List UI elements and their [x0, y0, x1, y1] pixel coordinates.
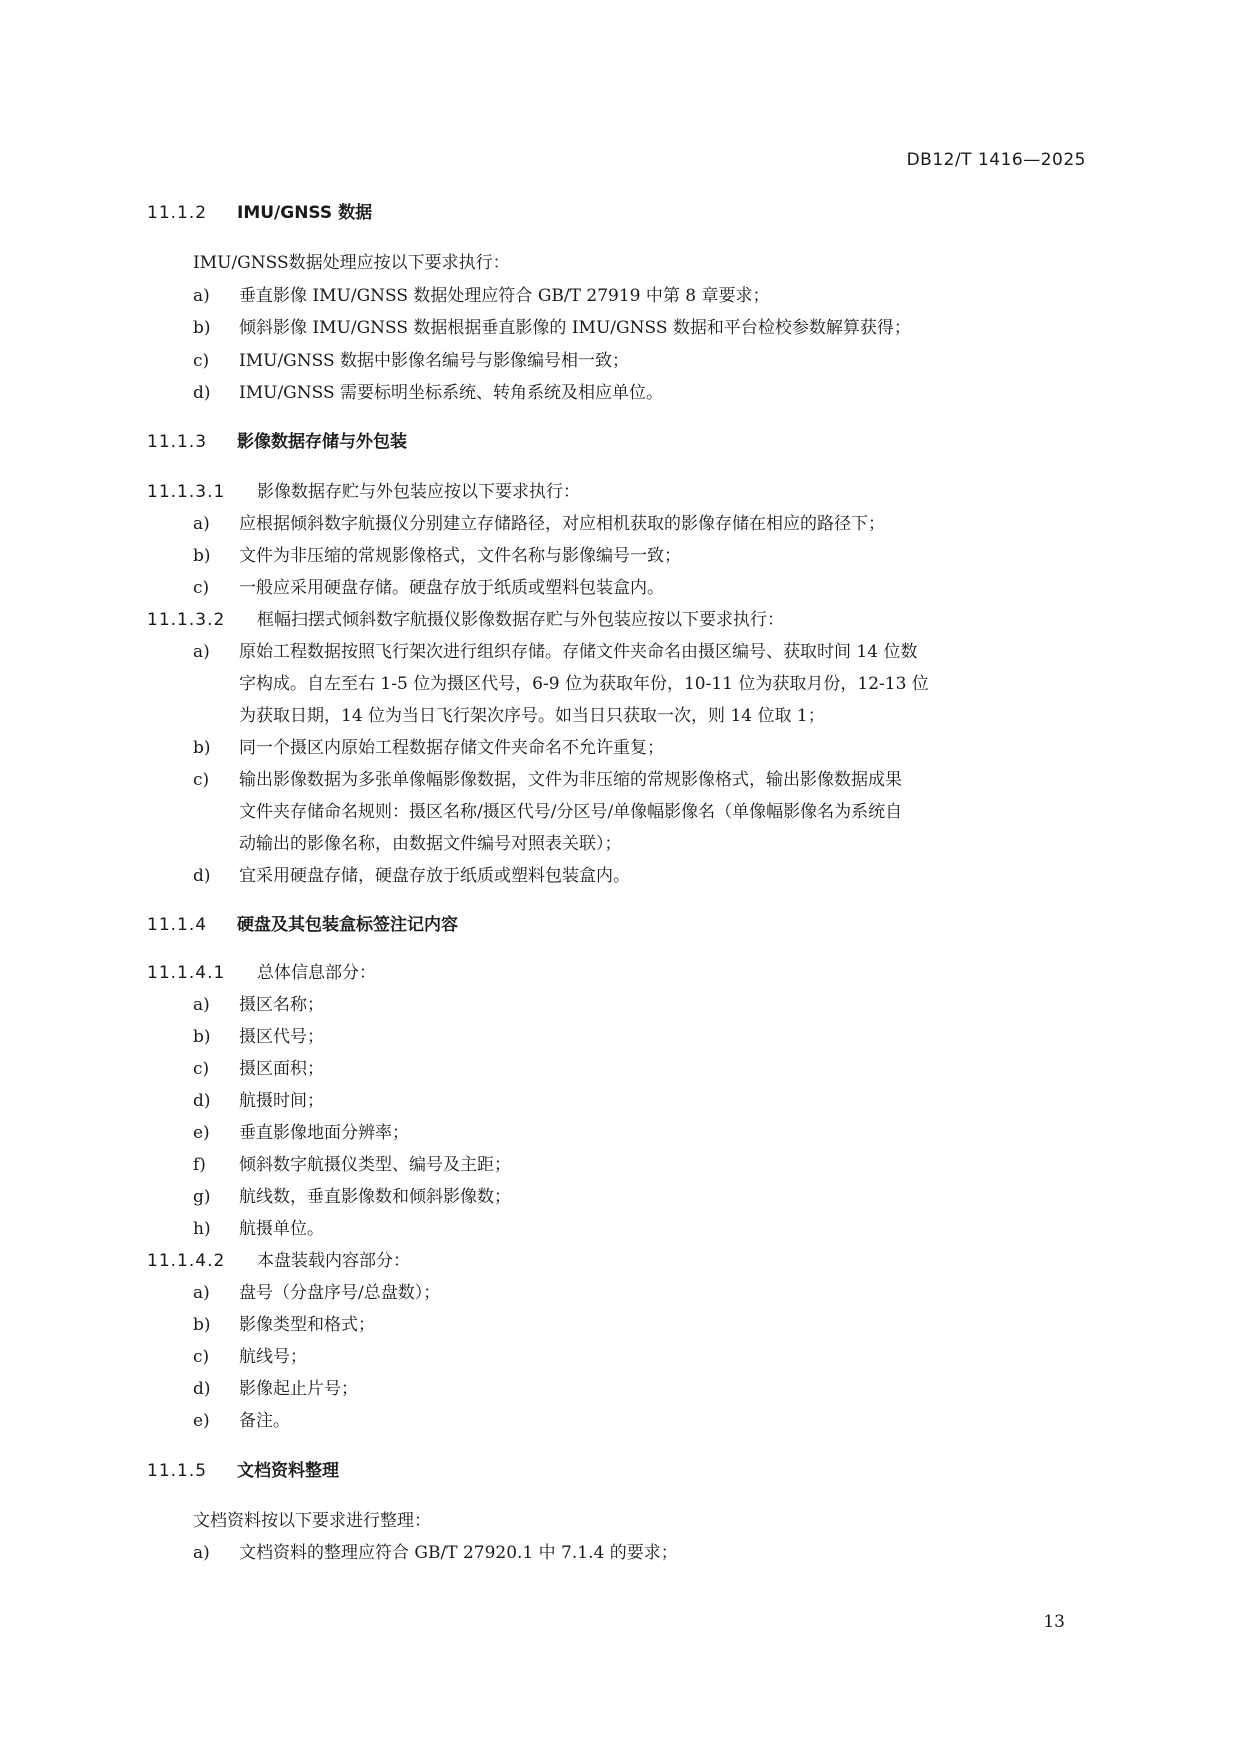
list-marker: d) — [193, 383, 211, 403]
list-text: 航线数，垂直影像数和倾斜影像数； — [239, 1187, 511, 1207]
list-marker: b) — [193, 738, 211, 758]
list-item — [193, 1118, 409, 1143]
subsection-number: 11.1.4.2 — [147, 1251, 226, 1271]
list-text: 倾斜数字航摄仪类型、编号及主距； — [239, 1155, 511, 1175]
list-text: IMU/GNSS 需要标明坐标系统、转角系统及相应单位。 — [239, 383, 664, 403]
section-number: 11.1.3 — [147, 432, 208, 452]
list-marker: f) — [193, 1155, 206, 1175]
list-marker: a) — [193, 995, 210, 1015]
list-text: 航线号； — [239, 1347, 307, 1367]
document-code: DB12/T 1416—2025 — [906, 150, 1086, 170]
list-marker: a) — [193, 1543, 210, 1563]
list-text: 输出影像数据为多张单像幅影像数据，文件为非压缩的常规影像格式，输出影像数据成果 — [239, 770, 902, 790]
list-item — [193, 541, 681, 566]
list-text: 宜采用硬盘存储，硬盘存放于纸质或塑料包装盒内。 — [239, 866, 630, 886]
list-marker: c) — [193, 770, 210, 790]
section-title: IMU/GNSS 数据 — [237, 203, 373, 223]
list-marker: b) — [193, 318, 211, 338]
list-item — [193, 1214, 324, 1239]
list-marker: b) — [193, 1315, 211, 1335]
list-marker: d) — [193, 866, 211, 886]
subsection-heading — [147, 477, 580, 502]
list-marker: a) — [193, 286, 210, 306]
list-text: 同一个摄区内原始工程数据存储文件夹命名不允许重复； — [239, 738, 664, 758]
list-text: 摄区面积； — [239, 1059, 324, 1079]
list-marker: c) — [193, 578, 210, 598]
list-text: 文件为非压缩的常规影像格式，文件名称与影像编号一致； — [239, 546, 681, 566]
list-text: 影像类型和格式； — [239, 1315, 375, 1335]
section-number: 11.1.2 — [147, 203, 208, 223]
section-heading — [147, 198, 372, 223]
list-text: 文档资料的整理应符合 GB/T 27920.1 中 7.1.4 的要求； — [239, 1543, 678, 1563]
list-item — [193, 1310, 375, 1335]
list-item — [193, 573, 664, 598]
section-title: 文档资料整理 — [237, 1461, 339, 1481]
list-text-continuation: 为获取日期，14 位为当日飞行架次序号。如当日只获取一次，则 14 位取 1； — [239, 706, 825, 726]
list-item — [193, 1278, 440, 1303]
list-marker: e) — [193, 1123, 210, 1143]
list-marker: h) — [193, 1219, 211, 1239]
list-text: 影像起止片号； — [239, 1379, 358, 1399]
section-heading — [147, 910, 458, 935]
list-marker: c) — [193, 1059, 210, 1079]
list-item — [193, 1086, 324, 1111]
paragraph: 文档资料按以下要求进行整理： — [193, 1511, 431, 1531]
subsection-heading — [147, 605, 784, 630]
list-item — [193, 990, 324, 1015]
list-marker: g) — [193, 1187, 211, 1207]
list-text: 航摄时间； — [239, 1091, 324, 1111]
list-item — [193, 1150, 511, 1175]
list-item — [193, 1022, 324, 1047]
list-item — [193, 861, 630, 886]
section-title: 硬盘及其包装盒标签注记内容 — [237, 915, 458, 935]
list-marker: c) — [193, 351, 210, 371]
list-text: IMU/GNSS 数据中影像名编号与影像编号相一致； — [239, 351, 630, 371]
list-text: 盘号（分盘序号/总盘数）； — [239, 1283, 441, 1303]
page-number: 13 — [1043, 1612, 1065, 1632]
list-text-continuation: 文件夹存储命名规则：摄区名称/摄区代号/分区号/单像幅影像名（单像幅影像名为系统自 — [239, 802, 903, 822]
list-item — [193, 313, 911, 338]
list-text-continuation: 动输出的影像名称，由数据文件编号对照表关联）； — [239, 834, 622, 854]
list-item — [193, 1342, 307, 1367]
list-item — [193, 1054, 324, 1079]
subsection-title: 框幅扫摆式倾斜数字航摄仪影像数据存贮与外包装应按以下要求执行： — [257, 610, 784, 630]
list-marker: a) — [193, 514, 210, 534]
list-text: 摄区代号； — [239, 1027, 324, 1047]
list-text: 原始工程数据按照飞行架次进行组织存储。存储文件夹命名由摄区编号、获取时间 14 位数 — [239, 642, 918, 662]
list-marker: d) — [193, 1379, 211, 1399]
list-text: 应根据倾斜数字航摄仪分别建立存储路径，对应相机获取的影像存储在相应的路径下； — [239, 514, 885, 534]
list-item — [193, 1374, 358, 1399]
list-text: 备注。 — [239, 1411, 290, 1431]
list-item — [193, 637, 917, 662]
list-marker: a) — [193, 1283, 210, 1303]
list-text: 垂直影像 IMU/GNSS 数据处理应符合 GB/T 27919 中第 8 章要求； — [239, 286, 770, 306]
list-marker: b) — [193, 546, 211, 566]
list-item — [193, 1182, 511, 1207]
subsection-title: 影像数据存贮与外包装应按以下要求执行： — [257, 482, 580, 502]
list-item — [193, 1406, 290, 1431]
subsection-title: 总体信息部分： — [257, 963, 376, 983]
list-item — [193, 346, 629, 371]
list-marker: b) — [193, 1027, 211, 1047]
list-text: 垂直影像地面分辨率； — [239, 1123, 409, 1143]
list-text: 倾斜影像 IMU/GNSS 数据根据垂直影像的 IMU/GNSS 数据和平台检校参数解算获得； — [239, 318, 911, 338]
list-item — [193, 1538, 678, 1563]
subsection-heading — [147, 958, 376, 983]
section-number: 11.1.5 — [147, 1461, 208, 1481]
section-number: 11.1.4 — [147, 915, 208, 935]
list-marker: e) — [193, 1411, 210, 1431]
section-heading — [147, 1456, 339, 1481]
paragraph: IMU/GNSS数据处理应按以下要求执行： — [193, 253, 510, 273]
subsection-number: 11.1.3.1 — [147, 482, 226, 502]
list-text: 航摄单位。 — [239, 1219, 324, 1239]
list-marker: c) — [193, 1347, 210, 1367]
list-marker: d) — [193, 1091, 211, 1111]
section-title: 影像数据存储与外包装 — [237, 432, 407, 452]
subsection-number: 11.1.3.2 — [147, 610, 226, 630]
list-item — [193, 733, 664, 758]
list-marker: a) — [193, 642, 210, 662]
subsection-title: 本盘装载内容部分： — [257, 1251, 410, 1271]
list-item — [193, 378, 663, 403]
subsection-heading — [147, 1246, 410, 1271]
section-heading — [147, 427, 407, 452]
list-item — [193, 509, 885, 534]
list-item — [193, 281, 770, 306]
list-text-continuation: 字构成。自左至右 1-5 位为摄区代号，6-9 位为获取年份，10-11 位为获取月份，12-13 位 — [239, 674, 929, 694]
list-item — [193, 765, 902, 790]
subsection-number: 11.1.4.1 — [147, 963, 226, 983]
list-text: 一般应采用硬盘存储。硬盘存放于纸质或塑料包装盒内。 — [239, 578, 664, 598]
list-text: 摄区名称； — [239, 995, 324, 1015]
